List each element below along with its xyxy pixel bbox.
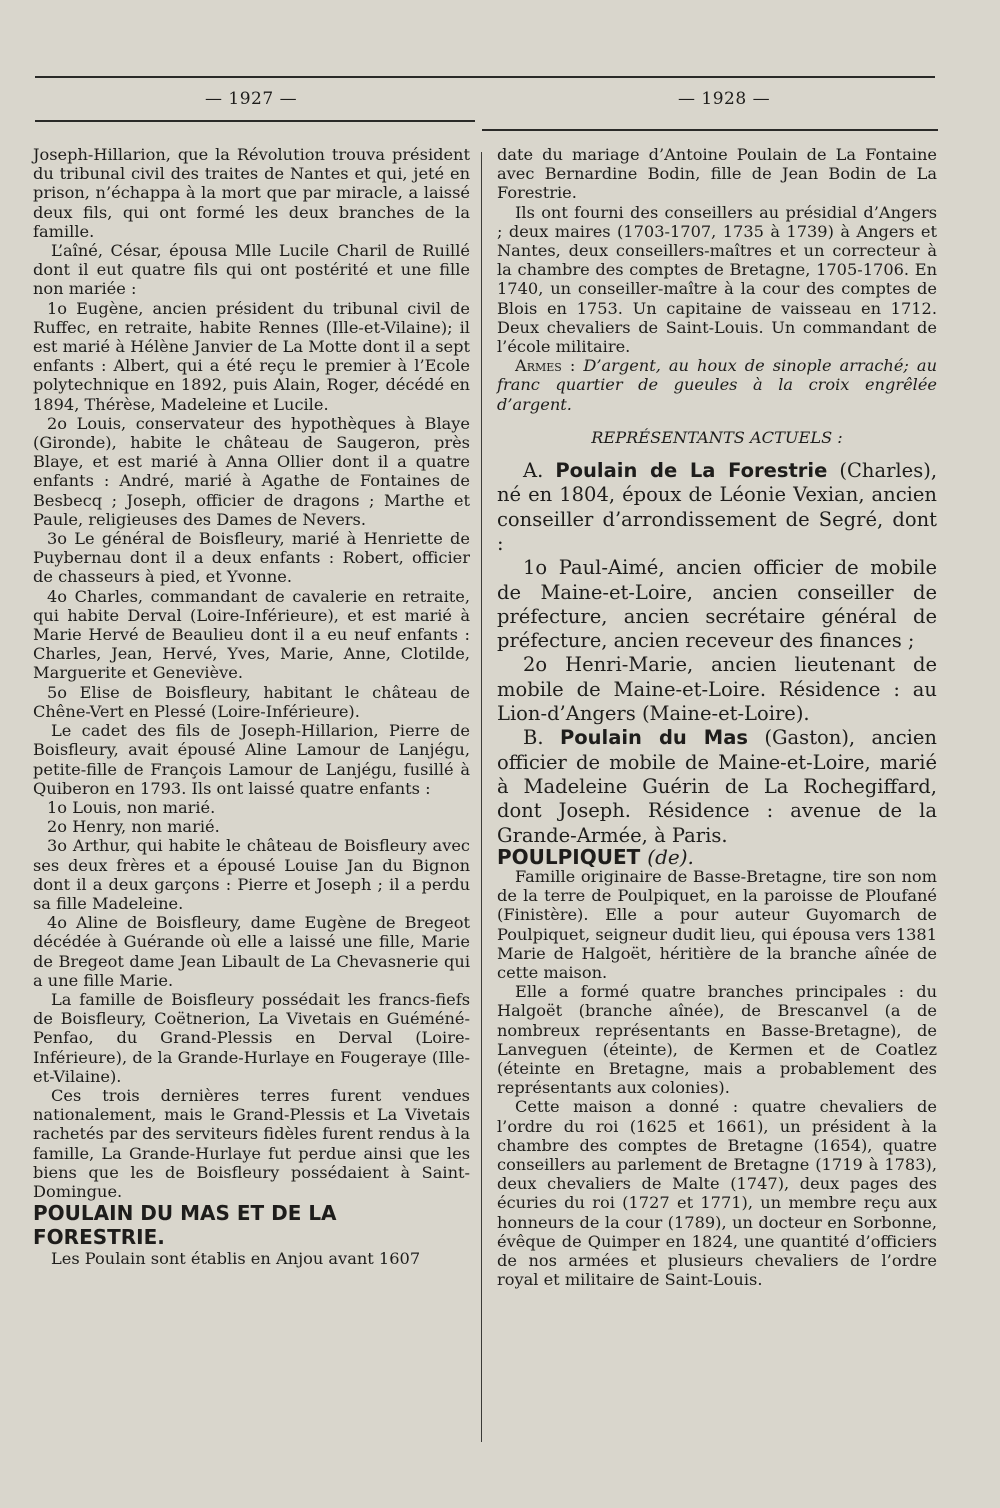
heading-name: POULPIQUET xyxy=(497,844,641,869)
list-item: 2o Henri-Marie, ancien lieutenant de mobile de Maine-et-Loire. Résidence : au Lion-d’Angers (Maine-et-Loire). xyxy=(497,653,937,726)
paragraph: date du mariage d’Antoine Poulain de La Fontaine avec Bernardine Bodin, fille de Jean Bodin de La Forestrie. xyxy=(497,145,937,203)
list-item: 3o Le général de Boisfleury, marié à Henriette de Puybernau dont il a deux enfants : Robert, officier de chasseurs à pied, et Yvonne. xyxy=(33,529,470,587)
paragraph: Le cadet des fils de Joseph-Hillarion, Pierre de Boisfleury, avait épousé Aline Lamour de Lanjégu, petite-fille de François Lamour de Lanjégu, fusillé à Quiberon en 1793. Ils ont laissé quatre enfants : xyxy=(33,721,470,798)
section-heading-poulpiquet xyxy=(497,844,937,869)
entry-name: Poulain du Mas xyxy=(559,726,748,750)
paragraph: Ils ont fourni des conseillers au présidial d’Angers ; deux maires (1703-1707, 1735 à 1739) à Angers et Nantes, deux conseillers-maîtres et un correcteur à la chambre des comptes de Bretagne, 1705-1706. En 1740, un conseiller-maître à la cour des comptes de Blois en 1753. Un capitaine de vaisseau en 1712. Deux chevaliers de Saint-Louis. Un commandant de l’école militaire. xyxy=(497,202,937,357)
paragraph: Joseph-Hillarion, que la Révolution trouva président du tribunal civil des traites de Nantes et qui, jeté en prison, n’échappa à la mort que par miracle, a laissé deux fils, qui ont formé les deux branches de la famille. xyxy=(33,145,470,241)
list-item: 2o Louis, conservateur des hypothèques à Blaye (Gironde), habite le château de Saugeron, près Blaye, et est marié à Anna Ollier dont il a quatre enfants : André, marié à Agathe de Fontaines de Besbecq ; Joseph, officier de dragons ; Marthe et Paule, religieuses des Dames de Nevers. xyxy=(33,413,470,529)
paragraph: Famille originaire de Basse-Bretagne, tire son nom de la terre de Poulpiquet, en la paroisse de Ploufané (Finistère). Elle a pour auteur Guyomarch de Poulpiquet, seigneur dudit lieu, qui épousa vers 1381 Marie de Halgoët, héritière de la branche aînée de cette maison. xyxy=(497,867,937,983)
list-item: 2o Henry, non marié. xyxy=(47,817,220,837)
subheading-representants: REPRÉSENTANTS ACTUELS : xyxy=(591,427,843,447)
section-heading-poulain: POULAIN DU MAS ET DE LA FORESTRIE. xyxy=(33,1201,337,1250)
top-rule xyxy=(35,76,935,78)
right-page-number: — 1928 — xyxy=(678,89,771,109)
header-rule-right xyxy=(482,129,938,131)
paragraph: Ces trois dernières terres furent vendues nationalement, mais le Grand-Plessis et La Vivetais rachetés par des serviteurs fidèles furent rendus à la famille, La Grande-Hurlaye fut perdue ainsi que les biens que les de Boisfleury possédaient à Saint-Domingue. xyxy=(33,1085,470,1201)
representants-block xyxy=(497,459,937,848)
paragraph: Les Poulain sont établis en Anjou avant 1607 xyxy=(51,1249,421,1269)
list-item: 4o Charles, commandant de cavalerie en retraite, qui habite Derval (Loire-Inférieure), et est marié à Marie Hervé de Beaulieu dont il a eu neuf enfants : Charles, Jean, Hervé, Yves, Marie, Anne, Clotilde, Marguerite et Geneviève. xyxy=(33,586,470,683)
entry-text: (Gaston), ancien officier de mobile de Maine-et-Loire, marié à Madeleine Guérin de La Rochegiffard, dont Joseph. Résidence : avenue de la Grande-Armée, à Paris. xyxy=(497,726,937,847)
heading-particle: (de). xyxy=(647,844,694,869)
left-page-number: — 1927 — xyxy=(205,89,298,109)
paragraph: Elle a formé quatre branches principales : du Halgoët (branche aînée), de Brescanvel (a de nombreux représentants en Basse-Bretagne), de Lanveguen (éteinte), de Kermen et de Coatlez (éteinte en Bretagne, mais a probablement des représentants aux colonies). xyxy=(497,982,937,1098)
header-rule-left xyxy=(35,120,475,122)
list-item: 1o Paul-Aimé, ancien officier de mobile de Maine-et-Loire, ancien conseiller de préfecture, ancien secrétaire général de préfecture, ancien receveur des finances ; xyxy=(497,556,937,653)
entry-letter: A. xyxy=(523,459,544,483)
entry-a xyxy=(497,459,937,556)
paragraph: La famille de Boisfleury possédait les francs-fiefs de Boisfleury, Coëtnerion, La Vivetais en Guéméné-Penfao, du Grand-Plessis en Derval (Loire-Inférieure), de la Grande-Hurlaye en Fougeraye (Ille-et-Vilaine). xyxy=(33,989,470,1086)
armes-paragraph xyxy=(497,356,937,414)
paragraph: Cette maison a donné : quatre chevaliers de l’ordre du roi (1625 et 1661), un président à la chambre des comptes de Bretagne (1654), quatre conseillers au parlement de Bretagne (1719 à 1783), deux chevaliers de Malte (1747), deux pages des écuries du roi (1727 et 1771), un membre reçu aux honneurs de la cour (1789), un docteur en Sorbonne, évêque de Quimper en 1824, une quantité d’officiers de nos armées et plusieurs chevaliers de l’ordre royal et militaire de Saint-Louis. xyxy=(497,1097,937,1290)
list-item: 5o Elise de Boisfleury, habitant le château de Chêne-Vert en Plessé (Loire-Inférieure). xyxy=(33,682,470,721)
armes-label: Armes : xyxy=(515,356,576,376)
entry-letter: B. xyxy=(523,726,544,750)
entry-b xyxy=(497,726,937,847)
list-item: 4o Aline de Boisfleury, dame Eugène de Bregeot décédée à Guérande où elle a laissé une fille, Marie de Bregeot dame Jean Libault de La Chevasnerie qui a une fille Marie. xyxy=(33,913,470,990)
paragraph: L’aîné, César, épousa Mlle Lucile Charil de Ruillé dont il eut quatre fils qui ont postérité et une fille non mariée : xyxy=(33,241,470,299)
right-column xyxy=(497,145,937,1289)
column-divider xyxy=(481,152,482,1442)
list-item: 1o Louis, non marié. xyxy=(47,797,216,817)
armes-text: D’argent, au houx de sinople arraché; au franc quartier de gueules à la croix engrêlée d’argent. xyxy=(497,356,937,414)
entry-text: (Charles), né en 1804, époux de Léonie Vexian, ancien conseiller d’arrondissement de Segré, dont : xyxy=(497,459,938,555)
entry-name: Poulain de La Forestrie xyxy=(555,459,828,483)
left-column xyxy=(33,145,470,1268)
list-item: 1o Eugène, ancien président du tribunal civil de Ruffec, en retraite, habite Rennes (Ille-et-Vilaine); il est marié à Hélène Janvier de La Motte dont il a sept enfants : Albert, qui a été reçu le premier à l’Ecole polytechnique en 1892, puis Alain, Roger, décédé en 1894, Thérèse, Madeleine et Lucile. xyxy=(33,298,470,414)
list-item: 3o Arthur, qui habite le château de Boisfleury avec ses deux frères et a épousé Louise Jan du Bignon dont il a deux garçons : Pierre et Joseph ; il a perdu sa fille Madeleine. xyxy=(33,836,470,913)
